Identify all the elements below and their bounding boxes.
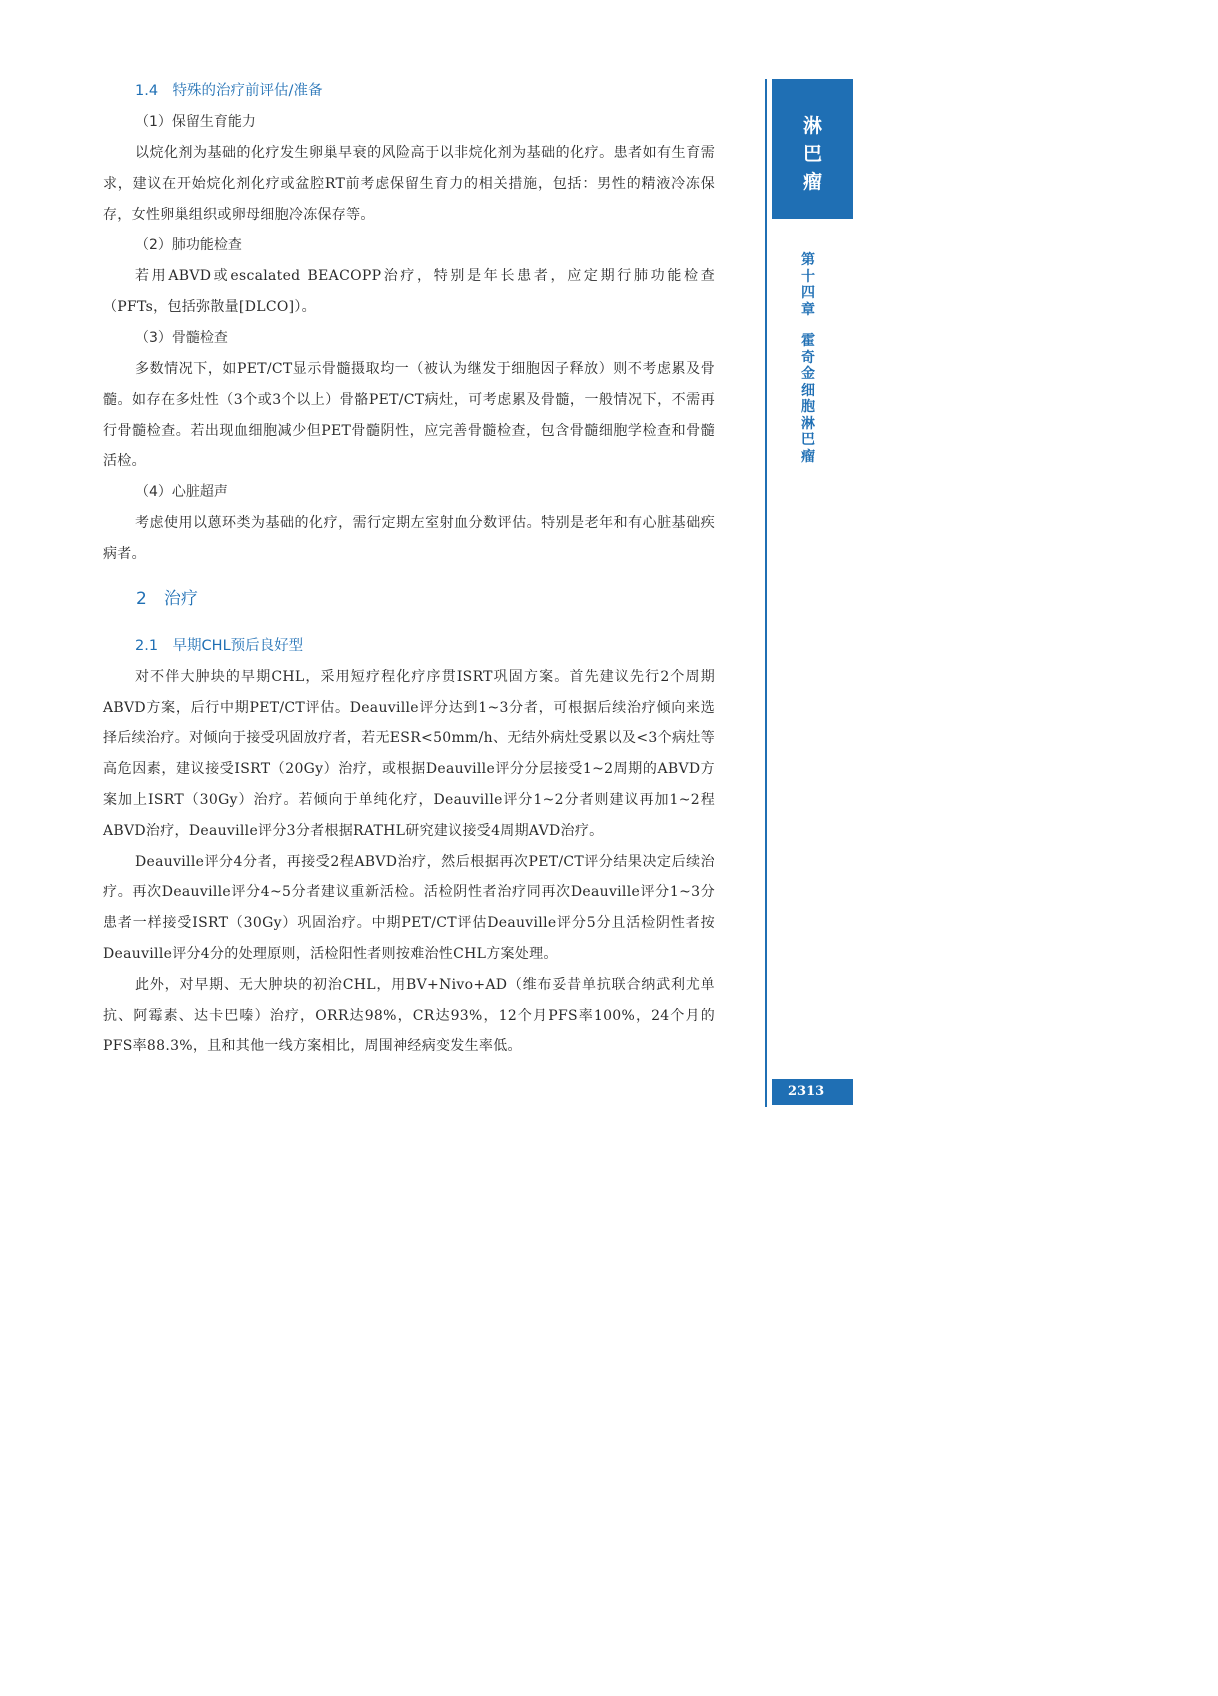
chapter-number	[796, 252, 820, 318]
chapter-char: 章	[801, 301, 815, 318]
chapter-char: 第	[801, 252, 815, 268]
item-bone-marrow: （3）骨髓检查	[135, 329, 228, 346]
tab-char: 淋	[802, 115, 822, 137]
paragraph: 多数情况下，如PET/CT显示骨髓摄取均一（被认为继发于细胞因子释放）则不考虑累及骨髓。如存在多灶性（3个或3个以上）骨骼PET/CT病灶，可考虑累及骨髓，一般情况下，不需再行骨髓检查。若出现血细胞减少但PET骨髓阴性，应完善骨髓检查，包含骨髓细胞学检查和骨髓活检。	[103, 360, 715, 470]
chapter-title-char: 金	[801, 366, 815, 382]
chapter-title-char: 瘤	[801, 448, 815, 465]
item-lung-function: （2）肺功能检查	[135, 237, 242, 254]
paragraph: 若用ABVD或escalated BEACOPP治疗，特别是年长患者，应定期行肺功能检查（PFTs，包括弥散量[DLCO]）。	[103, 268, 715, 316]
chapter-title-char: 淋	[801, 415, 815, 432]
chapter-char: 十	[801, 268, 815, 285]
paragraph: Deauville评分4分者，再接受2程ABVD治疗，然后根据再次PET/CT评分结果决定后续治疗。再次Deauville评分4~5分者建议重新活检。活检阴性者治疗同再次Deauville评分1~3分患者一样接受ISRT（30Gy）巩固治疗。中期PET/CT评估Deauville评分5分且活检阴性者按Deauville评分4分的处理原则，活检阳性者则按难治性CHL方案处理。	[103, 853, 715, 962]
chapter-title-char: 奇	[801, 349, 815, 366]
section-heading-2: 2 治疗	[136, 588, 198, 609]
section-heading-1-4: 1.4 特殊的治疗前评估/准备	[135, 83, 323, 99]
chapter-title-char: 霍	[801, 333, 815, 349]
paragraph: 以烷化剂为基础的化疗发生卵巢早衰的风险高于以非烷化剂为基础的化疗。患者如有生育需求，建议在开始烷化剂化疗或盆腔RT前考虑保留生育力的相关措施，包括：男性的精液冷冻保存，女性卵巢组织或卵母细胞冷冻保存等。	[103, 145, 715, 223]
margin-divider-line	[765, 79, 767, 1107]
tab-char: 瘤	[802, 171, 822, 193]
item-fertility: （1）保留生育能力	[135, 114, 256, 130]
tab-char: 巴	[802, 143, 822, 165]
section-heading-2-1: 2.1 早期CHL预后良好型	[135, 637, 304, 654]
paragraph: 此外，对早期、无大肿块的初治CHL，用BV+Nivo+AD（维布妥昔单抗联合纳武利尤单抗、阿霉素、达卡巴嗪）治疗，ORR达98%，CR达93%，12个月PFS率100%，24个月的PFS率88.3%，且和其他一线方案相比，周围神经病变发生率低。	[103, 976, 715, 1055]
main-text	[103, 76, 715, 1062]
section-tab-lymphoma	[772, 79, 853, 219]
page-number: 2313	[772, 1079, 853, 1105]
chapter-title	[796, 333, 820, 465]
chapter-label	[796, 252, 820, 465]
item-echocardiography: （4）心脏超声	[135, 484, 228, 501]
chapter-title-char: 细	[801, 382, 815, 399]
paragraph: 考虑使用以蒽环类为基础的化疗，需行定期左室射血分数评估。特别是老年和有心脏基础疾病者。	[103, 515, 715, 562]
chapter-char: 四	[801, 285, 815, 301]
chapter-title-char: 巴	[801, 432, 815, 448]
paragraph: 对不伴大肿块的早期CHL，采用短疗程化疗序贯ISRT巩固方案。首先建议先行2个周期ABVD方案，后行中期PET/CT评估。Deauville评分达到1~3分者，可根据后续治疗倾向来选择后续治疗。对倾向于接受巩固放疗者，若无ESR<50mm/h、无结外病灶受累以及<3个病灶等高危因素，建议接受ISRT（20Gy）治疗，或根据Deauville评分分层接受1~2周期的ABVD方案加上ISRT（30Gy）治疗。若倾向于单纯化疗，Deauville评分1~2分者则建议再加1~2程ABVD治疗，Deauville评分3分者根据RATHL研究建议接受4周期AVD治疗。	[103, 668, 715, 839]
chapter-title-char: 胞	[801, 399, 815, 415]
